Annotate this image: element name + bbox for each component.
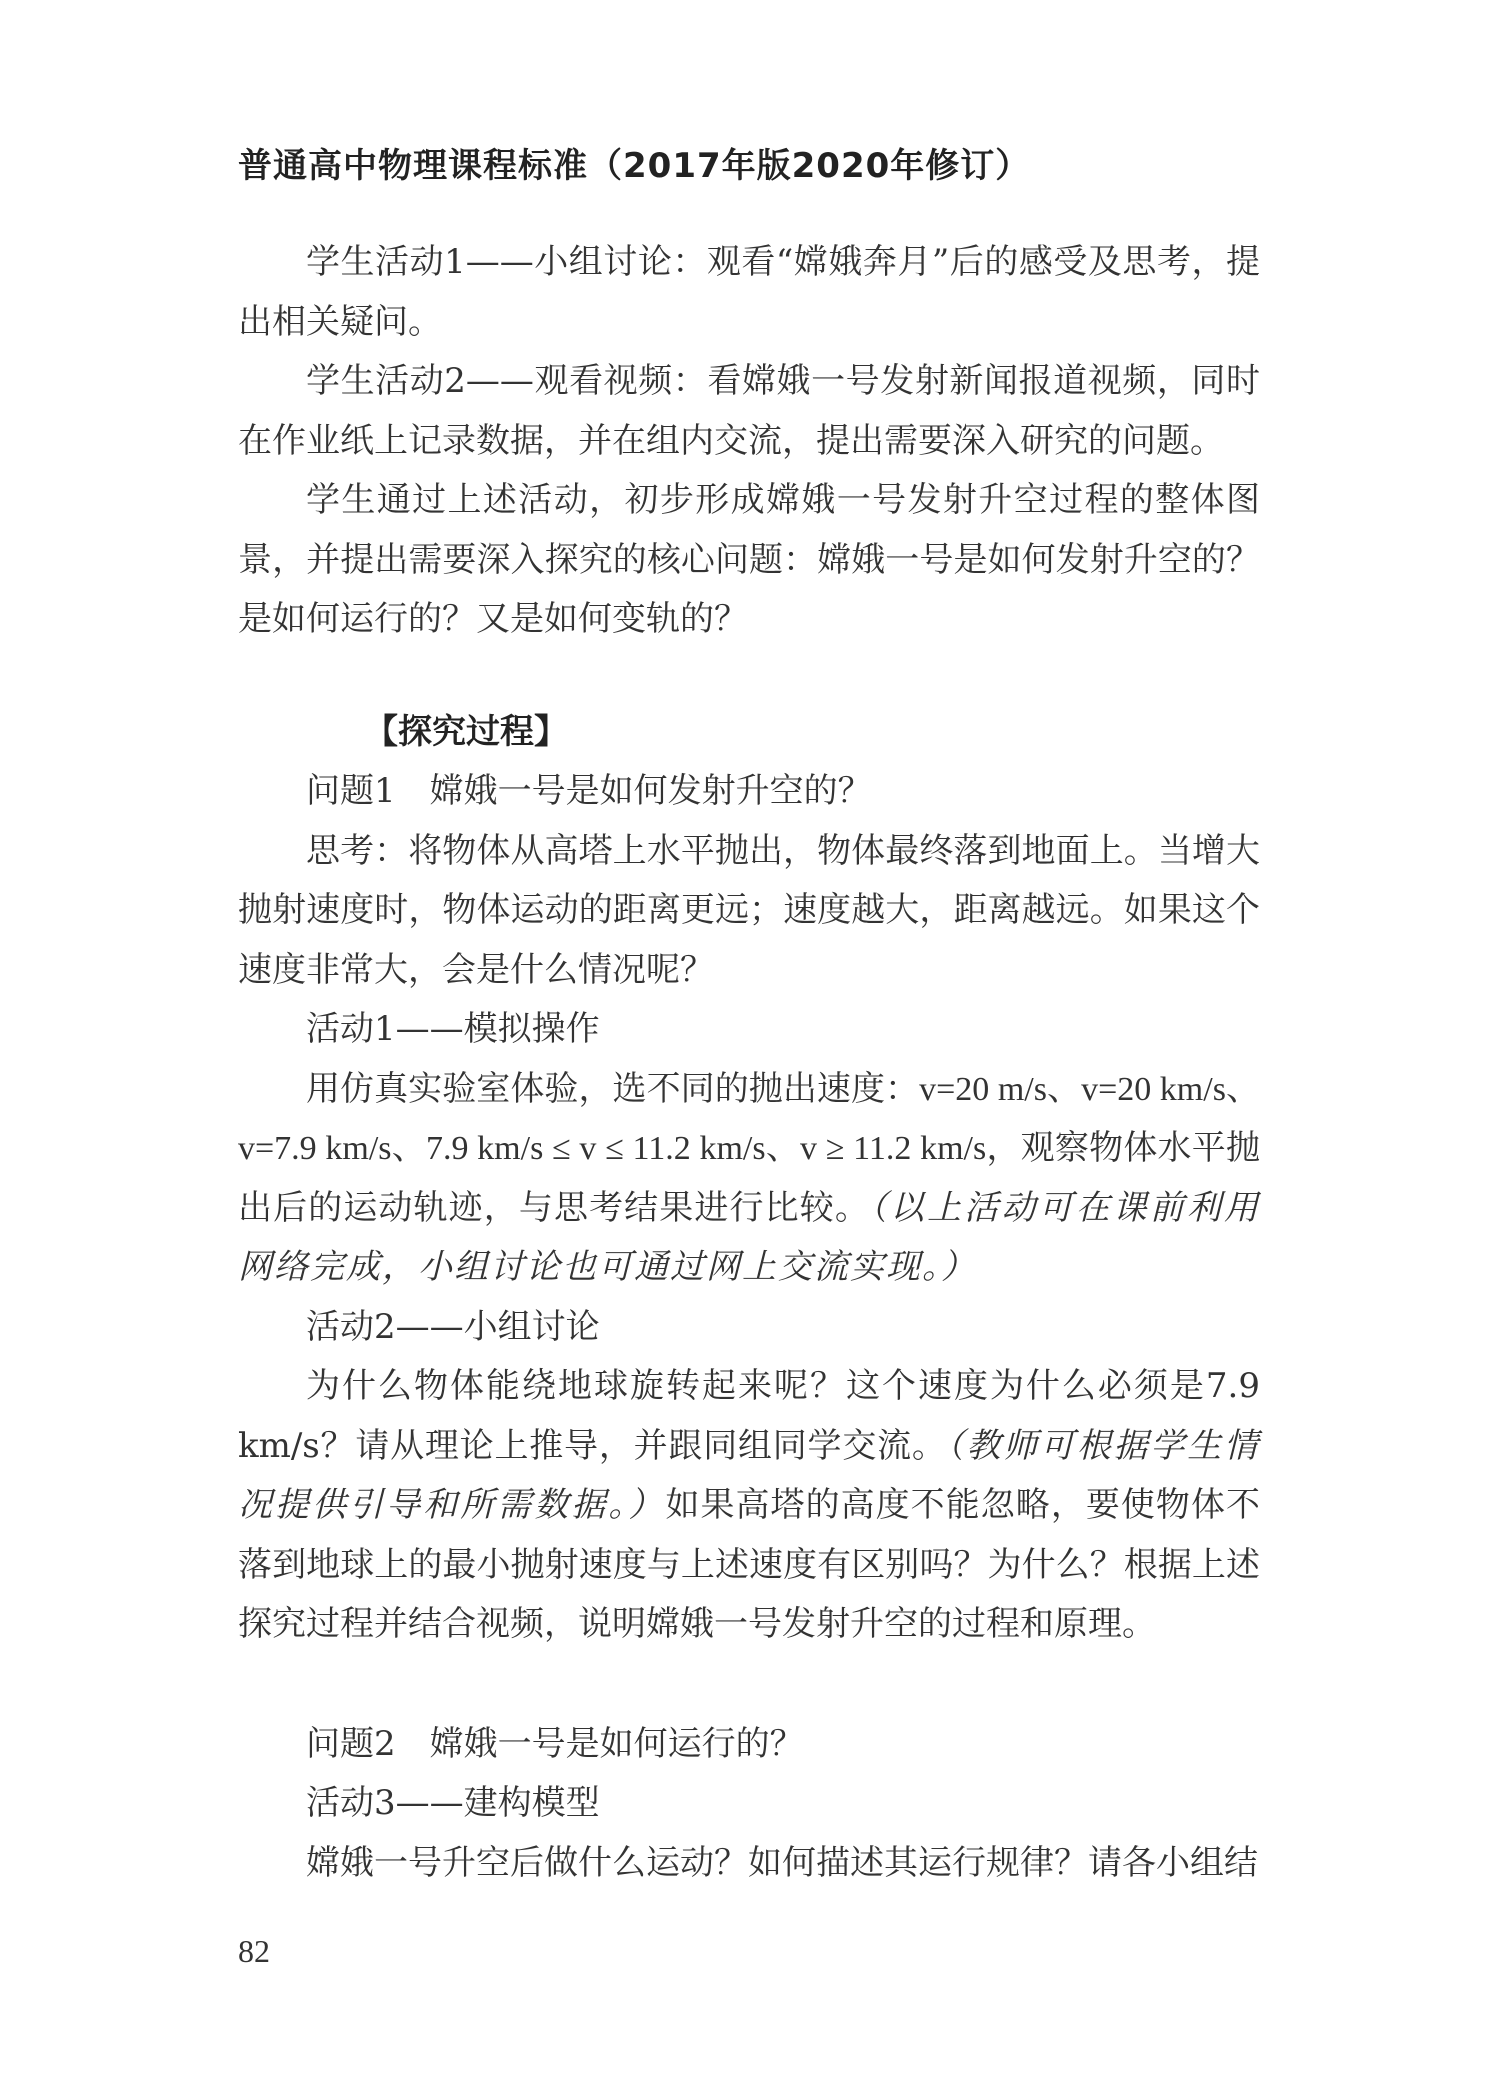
activity-2-title: 活动2——小组讨论 [306,1306,600,1347]
activity-2-text-a: 为什么物体能绕地球旋转起来呢？这个速度为什么必须是7.9 km/s？请从理论上推导，并跟同组同学交流。 [238,1366,1260,1466]
running-header: 普通高中物理课程标准（2017年版2020年修订） [238,146,1031,186]
activity-1-title: 活动1——模拟操作 [306,1009,600,1049]
spacer [238,1655,1260,1715]
activity-2-text-b: 如果高塔的高度不能忽略，要使物体不落到地球上的最小抛射速度与上述速度有区别吗？为什么？根据上述探究过程并结合视频，说明嫦娥一号发射升空的过程和原理。 [238,1485,1261,1644]
section-heading: 【探究过程】 [364,711,568,752]
activity-1-note: （以上活动可在课前利用网络完成，小组讨论也可通过网上交流实现。） [238,1187,1261,1287]
activity-2-note: （教师可根据学生情况提供引导和所需数据。） [238,1425,1260,1525]
question-2-title: 问题2 嫦娥一号是如何运行的？ [306,1723,804,1764]
intro-paragraph-2: 学生活动2——观看视频：看嫦娥一号发射新闻报道视频，同时在作业纸上记录数据，并在组内交流，提出需要深入研究的问题。 [238,361,1260,461]
activity-1-paragraph [238,1060,1260,1298]
question-1-title: 问题1 嫦娥一号是如何发射升空的？ [306,771,872,811]
spacer [238,650,1260,703]
activity-2-paragraph [238,1357,1260,1655]
intro-paragraph-3: 学生通过上述活动，初步形成嫦娥一号发射升空过程的整体图景，并提出需要深入探究的核心问题：嫦娥一号是如何发射升空的？是如何运行的？又是如何变轨的？ [238,480,1260,639]
activity-3-text: 嫦娥一号升空后做什么运动？如何描述其运行规律？请各小组结 [306,1842,1258,1883]
page-body [238,233,1260,1893]
activity-3-title: 活动3——建构模型 [306,1783,600,1823]
activity-1-text: 用仿真实验室体验，选不同的抛出速度：v=20 m/s、v=20 km/s、v=7.9 km/s、7.9 km/s ≤ v ≤ 11.2 km/s、v ≥ 11.2 km/s，观察物体水平抛出后的运动轨迹，与思考结果进行比较。 [238,1070,1260,1227]
page-number: 82 [238,1933,270,1969]
question-1-think: 思考：将物体从高塔上水平抛出，物体最终落到地面上。当增大抛射速度时，物体运动的距离更远；速度越大，距离越远。如果这个速度非常大，会是什么情况呢？ [238,830,1260,990]
intro-paragraph-1: 学生活动1——小组讨论：观看“嫦娥奔月”后的感受及思考，提出相关疑问。 [238,242,1260,342]
